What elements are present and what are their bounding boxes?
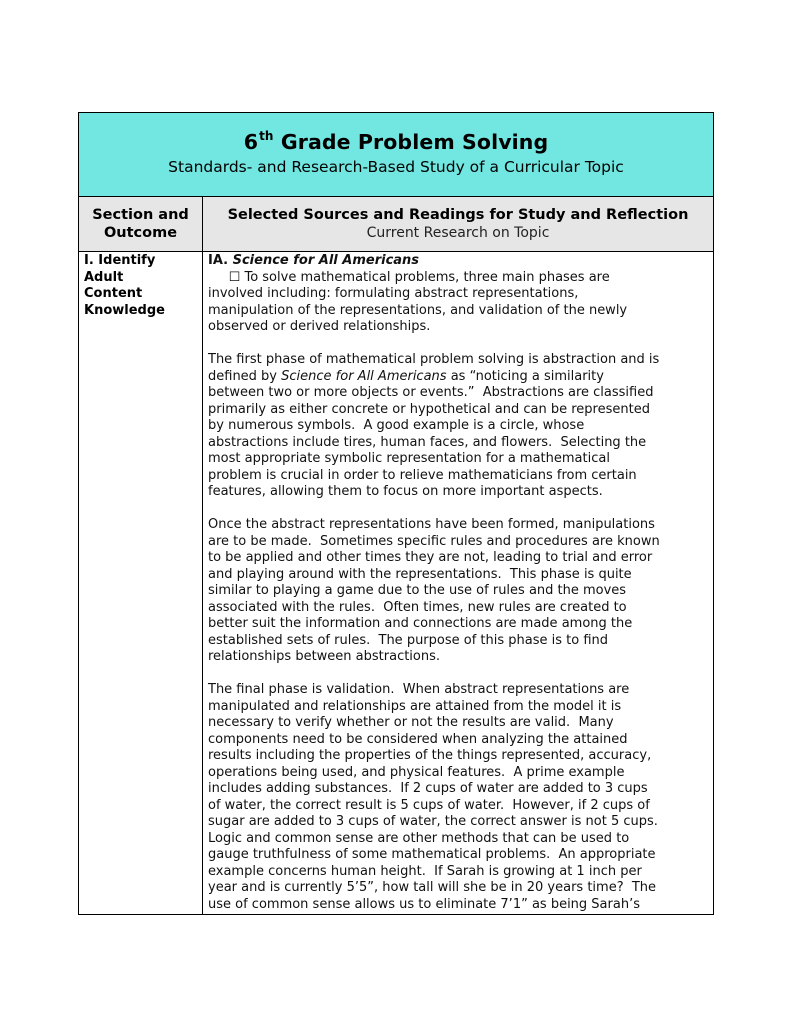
paragraph-line: features, allowing them to focus on more important aspects. <box>208 484 603 499</box>
paragraph-line: abstractions include tires, human faces, and flowers. Selecting the <box>208 434 647 450</box>
paragraph-line: established sets of rules. The purpose of this phase is to find <box>208 632 609 648</box>
paragraph-line: example concerns human height. If Sarah is growing at 1 inch per <box>208 863 642 879</box>
paragraph-line: manipulation of the representations, and validation of the newly <box>208 302 628 318</box>
paragraph-line: involved including: formulating abstract representations, <box>208 286 579 301</box>
paragraph-line: manipulated and relationships are attained from the model it is <box>208 698 622 714</box>
paragraph-line: includes adding substances. If 2 cups of water are added to 3 cups <box>208 781 648 796</box>
paragraph-line: Once the abstract representations have been formed, manipulations <box>208 517 655 532</box>
section-outcome-header: Section and Outcome <box>92 207 189 241</box>
paragraph-line: defined by Science for All Americans as “noticing a similarity <box>208 368 604 384</box>
reading-body <box>208 253 708 913</box>
paragraph-line: use of common sense allows us to eliminate 7’1” as being Sarah’s <box>208 896 640 912</box>
paragraph-line: year and is currently 5’5”, how tall will she be in 20 years time? The <box>208 880 657 895</box>
paragraph-line: sugar are added to 3 cups of water, the correct answer is not 5 cups. <box>208 814 658 829</box>
section-label: I. Identify Adult Content Knowledge <box>84 253 165 318</box>
checkbox-icon: ☐ <box>228 269 241 285</box>
document-subtitle: Standards- and Research-Based Study of a Curricular Topic <box>168 158 624 176</box>
paragraph-line: primarily as either concrete or hypothetical and can be represented <box>208 401 650 417</box>
paragraph-line: similar to playing a game due to the use of rules and the moves <box>208 583 627 598</box>
paragraph-line: problem is crucial in order to relieve mathematicians from certain <box>208 467 637 483</box>
paragraph-line: associated with the rules. Often times, new rules are created to <box>208 599 627 615</box>
paragraph-line: components need to be considered when analyzing the attained <box>208 731 628 747</box>
curricular-topic-table <box>78 112 714 915</box>
paragraph-line: relationships between abstractions. <box>208 649 441 664</box>
paragraph-line: of water, the correct result is 5 cups of water. However, if 2 cups of <box>208 797 650 813</box>
paragraph-line: The final phase is validation. When abstract representations are <box>208 682 630 697</box>
paragraph-line: necessary to verify whether or not the results are valid. Many <box>208 715 614 730</box>
title-band <box>79 113 713 197</box>
sources-header: Selected Sources and Readings for Study and Reflection Current Research on Topic <box>227 207 689 241</box>
paragraph-intro-line: ☐ To solve mathematical problems, three main phases are <box>228 269 610 285</box>
column-divider <box>202 197 203 914</box>
paragraph-line: to be applied and other times they are not, leading to trial and error <box>208 550 653 565</box>
paragraph-line: are to be made. Sometimes specific rules and procedures are known <box>208 533 660 549</box>
reading-heading: IA. Science for All Americans <box>208 253 420 268</box>
paragraph-line: and playing around with the representations. This phase is quite <box>208 566 632 582</box>
paragraph-line: observed or derived relationships. <box>208 319 431 334</box>
document-title: 6th Grade Problem Solving <box>243 129 549 154</box>
paragraph-line: gauge truthfulness of some mathematical problems. An appropriate <box>208 847 656 862</box>
paragraph-line: results including the properties of the things represented, accuracy, <box>208 748 652 763</box>
paragraph-line: most appropriate symbolic representation for a mathematical <box>208 451 610 466</box>
paragraph-line: between two or more objects or events.” Abstractions are classified <box>208 385 654 400</box>
paragraph-line: operations being used, and physical features. A prime example <box>208 764 625 780</box>
paragraph-line: by numerous symbols. A good example is a circle, whose <box>208 418 585 433</box>
paragraph-line: The first phase of mathematical problem solving is abstraction and is <box>208 352 660 367</box>
paragraph-line: better suit the information and connections are made among the <box>208 616 633 631</box>
column-header-row <box>79 197 713 252</box>
paragraph-line: Logic and common sense are other methods that can be used to <box>208 830 630 846</box>
